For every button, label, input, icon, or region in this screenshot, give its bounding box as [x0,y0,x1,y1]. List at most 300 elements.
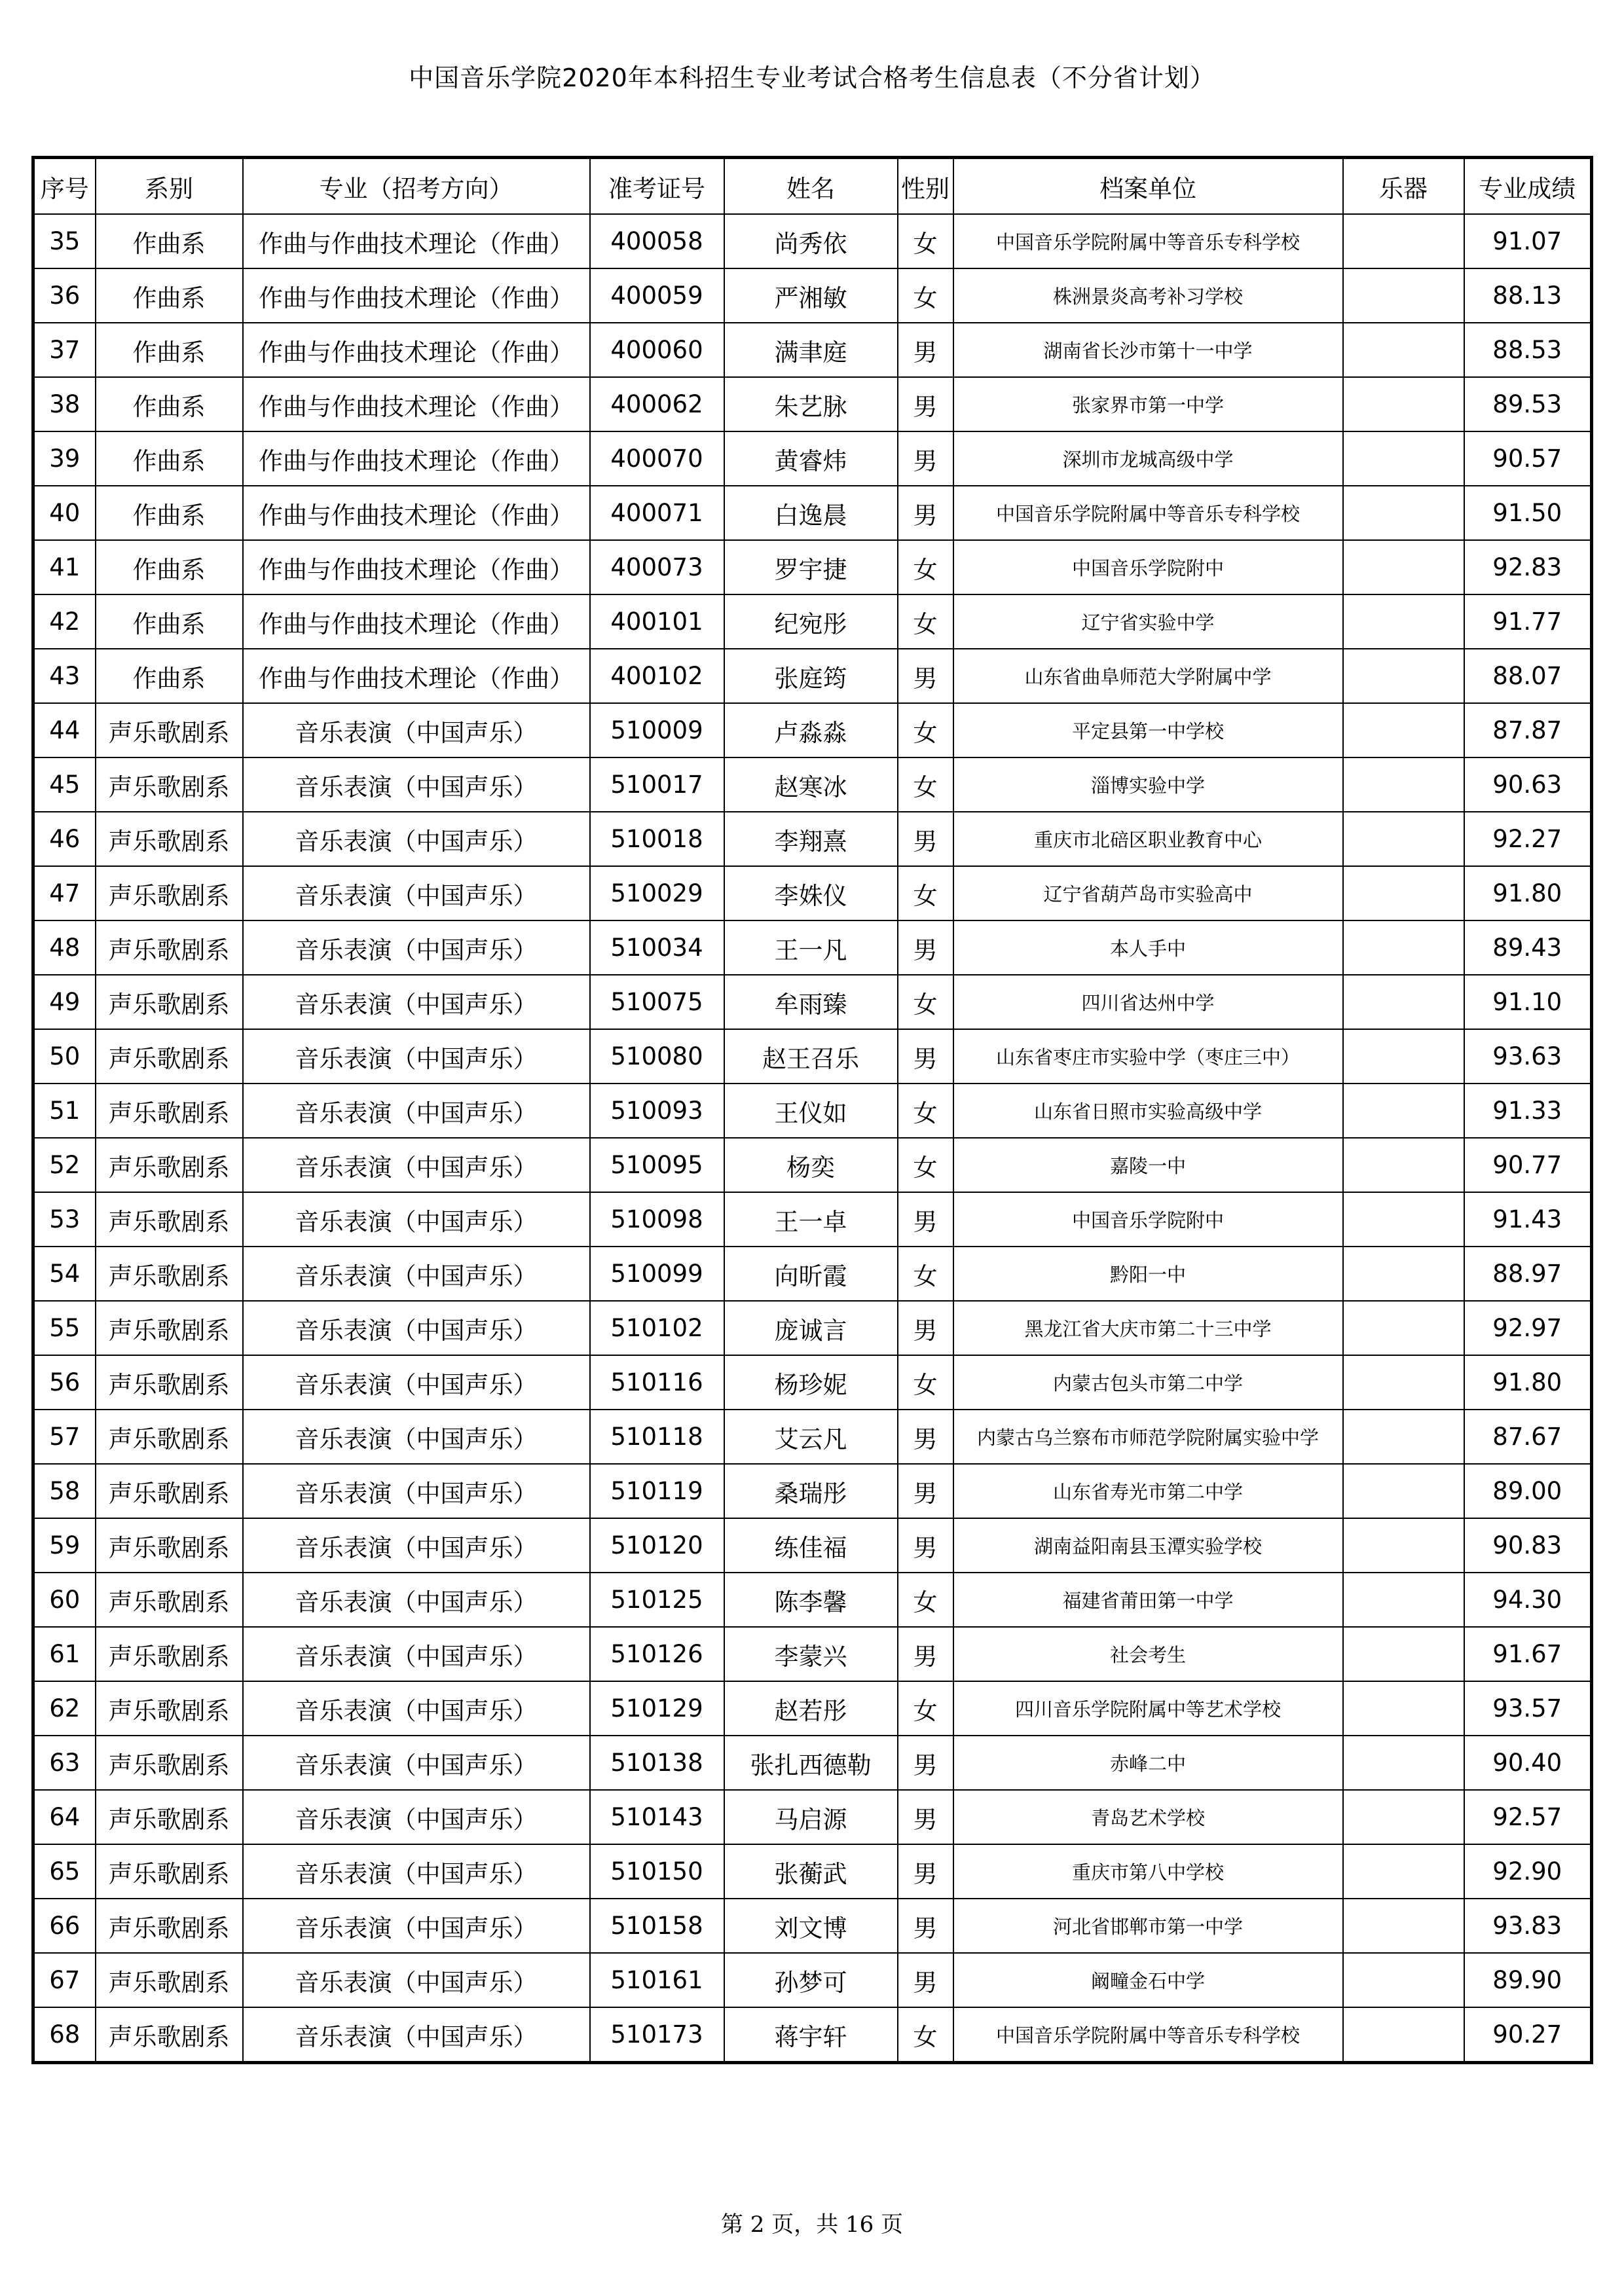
cell-major: 音乐表演（中国声乐） [243,1681,590,1736]
cell-name: 王一卓 [724,1192,898,1247]
cell-department: 声乐歌剧系 [96,866,243,920]
cell-department: 声乐歌剧系 [96,1573,243,1627]
cell-seq: 50 [33,1029,96,1084]
cell-archive-unit: 平定县第一中学校 [953,703,1343,757]
cell-name: 满聿庭 [724,323,898,377]
table-row [33,214,1592,268]
cell-gender: 女 [898,594,953,649]
table-row [33,377,1592,431]
table-row [33,866,1592,920]
cell-gender: 女 [898,1573,953,1627]
cell-instrument [1343,1029,1464,1084]
cell-score: 91.43 [1464,1192,1592,1247]
cell-instrument [1343,377,1464,431]
header-archive-unit: 档案单位 [953,158,1343,215]
cell-exam-id: 510075 [590,975,724,1029]
cell-instrument [1343,540,1464,594]
cell-score: 92.57 [1464,1790,1592,1844]
header-name: 姓名 [724,158,898,215]
table-row [33,323,1592,377]
cell-major: 音乐表演（中国声乐） [243,1192,590,1247]
cell-major: 作曲与作曲技术理论（作曲） [243,649,590,703]
cell-department: 声乐歌剧系 [96,1627,243,1681]
cell-exam-id: 510173 [590,2007,724,2063]
cell-instrument [1343,757,1464,812]
table-row [33,1844,1592,1899]
cell-instrument [1343,1084,1464,1138]
cell-gender: 男 [898,1844,953,1899]
cell-seq: 43 [33,649,96,703]
cell-name: 赵王召乐 [724,1029,898,1084]
cell-major: 音乐表演（中国声乐） [243,812,590,866]
cell-major: 音乐表演（中国声乐） [243,703,590,757]
cell-exam-id: 510017 [590,757,724,812]
cell-instrument [1343,1790,1464,1844]
cell-gender: 女 [898,1138,953,1192]
cell-gender: 男 [898,486,953,540]
table-row [33,1192,1592,1247]
table-row [33,1464,1592,1518]
table-row [33,1301,1592,1355]
cell-instrument [1343,1518,1464,1573]
cell-name: 桑瑞彤 [724,1464,898,1518]
cell-gender: 女 [898,1355,953,1410]
cell-score: 89.43 [1464,920,1592,975]
table-row [33,975,1592,1029]
cell-instrument [1343,1355,1464,1410]
page-title: 中国音乐学院2020年本科招生专业考试合格考生信息表（不分省计划） [409,64,1215,92]
cell-score: 89.00 [1464,1464,1592,1518]
cell-instrument [1343,866,1464,920]
cell-department: 声乐歌剧系 [96,975,243,1029]
cell-name: 练佳福 [724,1518,898,1573]
cell-department: 声乐歌剧系 [96,1518,243,1573]
cell-exam-id: 510125 [590,1573,724,1627]
cell-department: 声乐歌剧系 [96,920,243,975]
cell-major: 作曲与作曲技术理论（作曲） [243,323,590,377]
cell-score: 91.80 [1464,1355,1592,1410]
cell-archive-unit: 中国音乐学院附中 [953,1192,1343,1247]
cell-seq: 52 [33,1138,96,1192]
cell-seq: 55 [33,1301,96,1355]
table-row [33,1573,1592,1627]
table-row [33,1790,1592,1844]
cell-archive-unit: 嘉陵一中 [953,1138,1343,1192]
table-row [33,431,1592,486]
cell-seq: 64 [33,1790,96,1844]
table-row [33,1247,1592,1301]
cell-score: 93.57 [1464,1681,1592,1736]
cell-name: 黄睿炜 [724,431,898,486]
cell-department: 作曲系 [96,431,243,486]
cell-exam-id: 510161 [590,1953,724,2007]
cell-instrument [1343,486,1464,540]
cell-name: 张扎西德勒 [724,1736,898,1790]
cell-exam-id: 510093 [590,1084,724,1138]
cell-exam-id: 510099 [590,1247,724,1301]
cell-major: 作曲与作曲技术理论（作曲） [243,268,590,323]
cell-exam-id: 400070 [590,431,724,486]
cell-seq: 46 [33,812,96,866]
cell-major: 音乐表演（中国声乐） [243,1029,590,1084]
cell-instrument [1343,1953,1464,2007]
cell-seq: 59 [33,1518,96,1573]
cell-name: 刘文博 [724,1899,898,1953]
cell-exam-id: 400071 [590,486,724,540]
cell-seq: 49 [33,975,96,1029]
cell-score: 89.90 [1464,1953,1592,2007]
cell-archive-unit: 张家界市第一中学 [953,377,1343,431]
header-gender: 性别 [898,158,953,215]
cell-score: 90.40 [1464,1736,1592,1790]
cell-name: 孙梦可 [724,1953,898,2007]
cell-name: 王仪如 [724,1084,898,1138]
cell-archive-unit: 内蒙古包头市第二中学 [953,1355,1343,1410]
cell-score: 93.83 [1464,1899,1592,1953]
cell-exam-id: 510118 [590,1410,724,1464]
cell-department: 声乐歌剧系 [96,1355,243,1410]
cell-instrument [1343,1736,1464,1790]
header-major: 专业（招考方向） [243,158,590,215]
cell-archive-unit: 山东省枣庄市实验中学（枣庄三中） [953,1029,1343,1084]
cell-score: 87.87 [1464,703,1592,757]
cell-exam-id: 510095 [590,1138,724,1192]
cell-name: 陈李馨 [724,1573,898,1627]
cell-archive-unit: 株洲景炎高考补习学校 [953,268,1343,323]
cell-exam-id: 510126 [590,1627,724,1681]
cell-name: 李翔熹 [724,812,898,866]
cell-seq: 68 [33,2007,96,2063]
cell-gender: 女 [898,268,953,323]
cell-instrument [1343,268,1464,323]
cell-department: 声乐歌剧系 [96,1681,243,1736]
cell-exam-id: 400073 [590,540,724,594]
cell-exam-id: 510120 [590,1518,724,1573]
cell-seq: 36 [33,268,96,323]
table-row [33,1736,1592,1790]
header-instrument: 乐器 [1343,158,1464,215]
table-header-row [33,158,1592,215]
cell-department: 作曲系 [96,486,243,540]
table-row [33,649,1592,703]
cell-instrument [1343,1192,1464,1247]
cell-score: 88.53 [1464,323,1592,377]
cell-archive-unit: 中国音乐学院附属中等音乐专科学校 [953,2007,1343,2063]
cell-exam-id: 510009 [590,703,724,757]
cell-gender: 男 [898,1301,953,1355]
cell-exam-id: 510119 [590,1464,724,1518]
cell-name: 张蘅武 [724,1844,898,1899]
cell-major: 音乐表演（中国声乐） [243,1301,590,1355]
table-row [33,540,1592,594]
cell-major: 音乐表演（中国声乐） [243,1355,590,1410]
table-row [33,703,1592,757]
cell-gender: 女 [898,975,953,1029]
cell-exam-id: 400062 [590,377,724,431]
cell-archive-unit: 黔阳一中 [953,1247,1343,1301]
cell-seq: 47 [33,866,96,920]
cell-department: 作曲系 [96,214,243,268]
cell-instrument [1343,431,1464,486]
cell-instrument [1343,1899,1464,1953]
cell-exam-id: 510034 [590,920,724,975]
cell-score: 92.27 [1464,812,1592,866]
cell-archive-unit: 赤峰二中 [953,1736,1343,1790]
cell-instrument [1343,214,1464,268]
cell-instrument [1343,1681,1464,1736]
cell-exam-id: 400101 [590,594,724,649]
cell-score: 93.63 [1464,1029,1592,1084]
cell-gender: 女 [898,1084,953,1138]
cell-department: 声乐歌剧系 [96,757,243,812]
cell-major: 音乐表演（中国声乐） [243,1084,590,1138]
cell-name: 张庭筠 [724,649,898,703]
cell-seq: 38 [33,377,96,431]
cell-department: 声乐歌剧系 [96,1899,243,1953]
cell-gender: 男 [898,920,953,975]
cell-seq: 42 [33,594,96,649]
cell-department: 声乐歌剧系 [96,1410,243,1464]
cell-name: 赵寒冰 [724,757,898,812]
cell-archive-unit: 河北省邯郸市第一中学 [953,1899,1343,1953]
cell-name: 尚秀依 [724,214,898,268]
cell-name: 罗宇捷 [724,540,898,594]
cell-seq: 63 [33,1736,96,1790]
cell-department: 声乐歌剧系 [96,1084,243,1138]
cell-major: 音乐表演（中国声乐） [243,1518,590,1573]
cell-gender: 男 [898,649,953,703]
cell-major: 作曲与作曲技术理论（作曲） [243,594,590,649]
cell-archive-unit: 社会考生 [953,1627,1343,1681]
cell-gender: 男 [898,1790,953,1844]
cell-gender: 女 [898,757,953,812]
cell-exam-id: 400058 [590,214,724,268]
page-footer: 第 2 页，共 16 页 [720,2212,904,2238]
cell-department: 作曲系 [96,268,243,323]
cell-seq: 51 [33,1084,96,1138]
table-row [33,920,1592,975]
cell-major: 音乐表演（中国声乐） [243,1790,590,1844]
cell-instrument [1343,1844,1464,1899]
cell-gender: 男 [898,1464,953,1518]
cell-department: 声乐歌剧系 [96,1138,243,1192]
table-row [33,1518,1592,1573]
table-row [33,1029,1592,1084]
table-row [33,2007,1592,2063]
cell-exam-id: 400059 [590,268,724,323]
cell-seq: 57 [33,1410,96,1464]
cell-seq: 62 [33,1681,96,1736]
cell-gender: 女 [898,540,953,594]
cell-archive-unit: 内蒙古乌兰察布市师范学院附属实验中学 [953,1410,1343,1464]
cell-name: 向昕霞 [724,1247,898,1301]
header-score: 专业成绩 [1464,158,1592,215]
table-row [33,812,1592,866]
table-row [33,757,1592,812]
cell-exam-id: 510116 [590,1355,724,1410]
cell-archive-unit: 辽宁省葫芦岛市实验高中 [953,866,1343,920]
cell-department: 声乐歌剧系 [96,1844,243,1899]
cell-instrument [1343,1138,1464,1192]
cell-gender: 男 [898,1736,953,1790]
cell-score: 90.63 [1464,757,1592,812]
cell-department: 声乐歌剧系 [96,1301,243,1355]
cell-major: 作曲与作曲技术理论（作曲） [243,431,590,486]
cell-archive-unit: 中国音乐学院附属中等音乐专科学校 [953,214,1343,268]
cell-archive-unit: 中国音乐学院附属中等音乐专科学校 [953,486,1343,540]
cell-department: 作曲系 [96,323,243,377]
cell-seq: 39 [33,431,96,486]
cell-name: 王一凡 [724,920,898,975]
cell-seq: 44 [33,703,96,757]
cell-major: 作曲与作曲技术理论（作曲） [243,214,590,268]
cell-score: 91.10 [1464,975,1592,1029]
cell-instrument [1343,1301,1464,1355]
candidates-table [31,156,1593,2064]
cell-name: 朱艺脉 [724,377,898,431]
cell-instrument [1343,594,1464,649]
cell-score: 91.80 [1464,866,1592,920]
cell-seq: 37 [33,323,96,377]
cell-department: 声乐歌剧系 [96,1247,243,1301]
cell-exam-id: 510029 [590,866,724,920]
cell-gender: 男 [898,1192,953,1247]
cell-instrument [1343,323,1464,377]
table-row [33,1084,1592,1138]
cell-instrument [1343,703,1464,757]
cell-seq: 48 [33,920,96,975]
cell-instrument [1343,812,1464,866]
cell-gender: 男 [898,1029,953,1084]
cell-score: 88.97 [1464,1247,1592,1301]
cell-gender: 男 [898,1899,953,1953]
cell-archive-unit: 福建省莆田第一中学 [953,1573,1343,1627]
cell-name: 庞诚言 [724,1301,898,1355]
cell-department: 作曲系 [96,649,243,703]
cell-instrument [1343,1410,1464,1464]
cell-name: 艾云凡 [724,1410,898,1464]
cell-score: 89.53 [1464,377,1592,431]
cell-instrument [1343,649,1464,703]
cell-archive-unit: 青岛艺术学校 [953,1790,1343,1844]
cell-seq: 45 [33,757,96,812]
cell-department: 作曲系 [96,594,243,649]
cell-seq: 54 [33,1247,96,1301]
cell-major: 音乐表演（中国声乐） [243,757,590,812]
table-row [33,1953,1592,2007]
cell-gender: 女 [898,703,953,757]
table-row [33,1355,1592,1410]
table-row [33,1410,1592,1464]
table-row [33,486,1592,540]
cell-gender: 女 [898,1681,953,1736]
cell-name: 严湘敏 [724,268,898,323]
cell-instrument [1343,975,1464,1029]
cell-exam-id: 510138 [590,1736,724,1790]
cell-exam-id: 510129 [590,1681,724,1736]
cell-exam-id: 510158 [590,1899,724,1953]
cell-gender: 男 [898,323,953,377]
table-row [33,1627,1592,1681]
cell-seq: 35 [33,214,96,268]
cell-major: 音乐表演（中国声乐） [243,1953,590,2007]
cell-department: 声乐歌剧系 [96,1464,243,1518]
cell-archive-unit: 重庆市第八中学校 [953,1844,1343,1899]
cell-exam-id: 510150 [590,1844,724,1899]
cell-archive-unit: 深圳市龙城高级中学 [953,431,1343,486]
cell-department: 声乐歌剧系 [96,2007,243,2063]
table-row [33,268,1592,323]
cell-gender: 男 [898,1953,953,2007]
cell-archive-unit: 阚疃金石中学 [953,1953,1343,2007]
cell-department: 作曲系 [96,540,243,594]
cell-department: 声乐歌剧系 [96,703,243,757]
cell-score: 92.90 [1464,1844,1592,1899]
cell-major: 作曲与作曲技术理论（作曲） [243,377,590,431]
cell-major: 作曲与作曲技术理论（作曲） [243,540,590,594]
cell-archive-unit: 湖南益阳南县玉潭实验学校 [953,1518,1343,1573]
cell-major: 音乐表演（中国声乐） [243,1899,590,1953]
cell-gender: 男 [898,1627,953,1681]
cell-gender: 男 [898,812,953,866]
cell-exam-id: 510098 [590,1192,724,1247]
cell-name: 纪宛彤 [724,594,898,649]
cell-score: 91.67 [1464,1627,1592,1681]
header-exam-id: 准考证号 [590,158,724,215]
cell-exam-id: 400102 [590,649,724,703]
cell-score: 88.07 [1464,649,1592,703]
cell-seq: 58 [33,1464,96,1518]
cell-score: 87.67 [1464,1410,1592,1464]
table-row [33,1899,1592,1953]
cell-major: 作曲与作曲技术理论（作曲） [243,486,590,540]
cell-department: 声乐歌剧系 [96,1790,243,1844]
cell-archive-unit: 中国音乐学院附中 [953,540,1343,594]
cell-department: 声乐歌剧系 [96,1192,243,1247]
cell-exam-id: 510080 [590,1029,724,1084]
cell-major: 音乐表演（中国声乐） [243,1138,590,1192]
cell-exam-id: 400060 [590,323,724,377]
table-row [33,1138,1592,1192]
cell-archive-unit: 重庆市北碚区职业教育中心 [953,812,1343,866]
cell-name: 马启源 [724,1790,898,1844]
cell-department: 声乐歌剧系 [96,1736,243,1790]
cell-major: 音乐表演（中国声乐） [243,1410,590,1464]
cell-archive-unit: 四川音乐学院附属中等艺术学校 [953,1681,1343,1736]
cell-major: 音乐表演（中国声乐） [243,1464,590,1518]
cell-score: 92.97 [1464,1301,1592,1355]
cell-major: 音乐表演（中国声乐） [243,1247,590,1301]
cell-major: 音乐表演（中国声乐） [243,1627,590,1681]
cell-major: 音乐表演（中国声乐） [243,1736,590,1790]
cell-major: 音乐表演（中国声乐） [243,2007,590,2063]
cell-gender: 男 [898,1410,953,1464]
cell-name: 杨珍妮 [724,1355,898,1410]
cell-exam-id: 510143 [590,1790,724,1844]
table-row [33,594,1592,649]
cell-department: 作曲系 [96,377,243,431]
cell-name: 赵若彤 [724,1681,898,1736]
cell-gender: 女 [898,2007,953,2063]
cell-seq: 65 [33,1844,96,1899]
cell-major: 音乐表演（中国声乐） [243,1844,590,1899]
cell-major: 音乐表演（中国声乐） [243,920,590,975]
cell-score: 91.07 [1464,214,1592,268]
header-department: 系别 [96,158,243,215]
cell-seq: 53 [33,1192,96,1247]
cell-seq: 60 [33,1573,96,1627]
cell-name: 卢淼淼 [724,703,898,757]
